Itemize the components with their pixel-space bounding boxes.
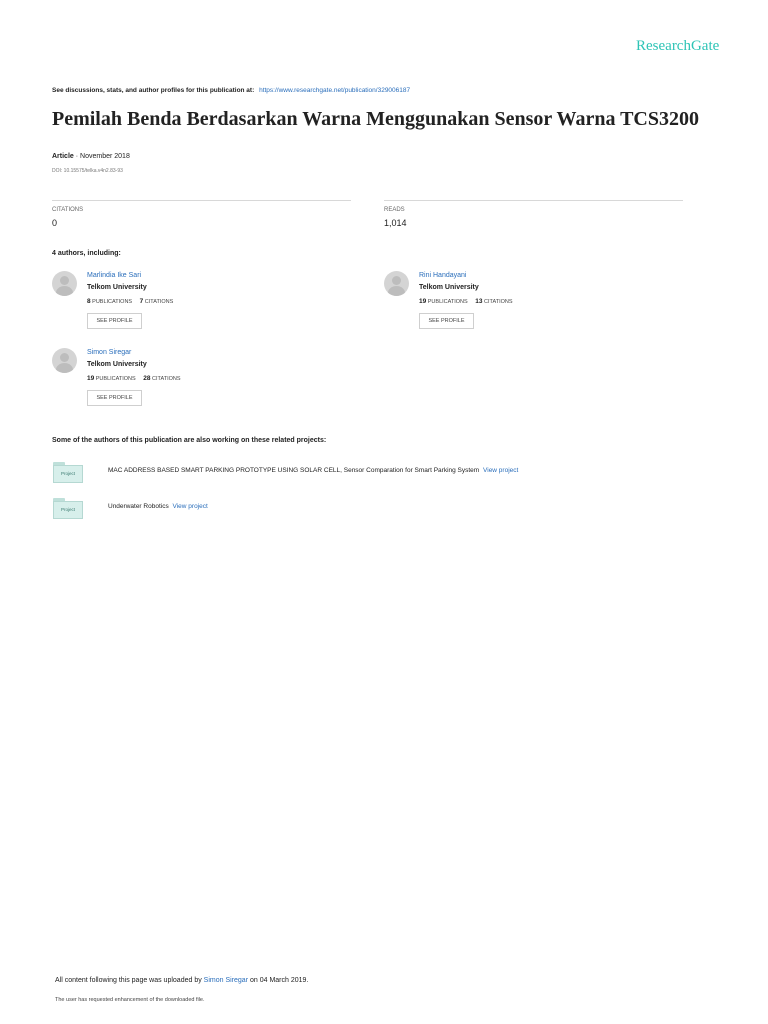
project-badge: Project [53, 465, 83, 483]
publication-meta [52, 153, 130, 160]
author-name-link[interactable]: Simon Siregar [87, 349, 132, 356]
project-text [108, 503, 208, 510]
author-publications-count: 19 [87, 375, 95, 382]
author-citations-label: CITATIONS [484, 299, 513, 305]
author-stats [419, 298, 513, 305]
project-badge: Project [53, 501, 83, 519]
see-profile-button[interactable]: SEE PROFILE [87, 313, 142, 329]
avatar-placeholder-icon[interactable] [52, 271, 77, 296]
see-profile-button[interactable]: SEE PROFILE [419, 313, 474, 329]
project-text [108, 467, 518, 474]
author-citations-count: 13 [475, 298, 483, 305]
upload-notice-prefix: All content following this page was uploaded by [55, 977, 202, 984]
discussion-notice [52, 87, 410, 94]
reads-label: READS [384, 207, 405, 213]
citations-value: 0 [52, 218, 58, 228]
author-citations-count: 7 [139, 298, 144, 305]
related-projects-heading: Some of the authors of this publication are also working on these related projects: [52, 437, 327, 444]
publication-doi[interactable]: DOI: 10.15575/telka.v4n2.83-93 [52, 168, 123, 174]
avatar-placeholder-icon[interactable] [384, 271, 409, 296]
project-folder-icon[interactable] [52, 462, 83, 483]
author-publications-label: PUBLICATIONS [427, 299, 468, 305]
author-publications-count: 19 [419, 298, 427, 305]
authors-heading: 4 authors, including: [52, 250, 121, 257]
reads-value: 1,014 [384, 218, 407, 228]
project-title: MAC ADDRESS BASED SMART PARKING PROTOTYPE USING SOLAR CELL, Sensor Comparation for Smart Parking System [108, 467, 480, 474]
discussion-notice-text: See discussions, stats, and author profiles for this publication at: [52, 87, 255, 94]
project-title: Underwater Robotics [108, 503, 169, 510]
author-citations-label: CITATIONS [152, 376, 181, 382]
author-publications-label: PUBLICATIONS [95, 376, 136, 382]
divider-reads [384, 200, 683, 201]
view-project-link[interactable]: View project [483, 467, 519, 474]
researchgate-logo[interactable]: ResearchGate [636, 38, 720, 54]
upload-notice-suffix: on 04 March 2019. [249, 977, 309, 984]
upload-notice [55, 977, 308, 984]
author-stats [87, 298, 173, 305]
author-stats [87, 375, 181, 382]
citations-label: CITATIONS [52, 207, 84, 213]
project-folder-icon[interactable] [52, 498, 83, 519]
author-name-link[interactable]: Rini Handayani [419, 272, 467, 279]
author-institution: Telkom University [87, 284, 147, 291]
author-citations-count: 28 [143, 375, 151, 382]
publication-title: Pemilah Benda Berdasarkan Warna Menggunakan Sensor Warna TCS3200 [52, 108, 699, 130]
author-name-link[interactable]: Marlindia Ike Sari [87, 272, 142, 279]
publication-date: · November 2018 [75, 153, 130, 160]
author-institution: Telkom University [419, 284, 479, 291]
uploader-link[interactable]: Simon Siregar [203, 977, 249, 984]
see-profile-button[interactable]: SEE PROFILE [87, 390, 142, 406]
avatar-placeholder-icon[interactable] [52, 348, 77, 373]
author-institution: Telkom University [87, 361, 147, 368]
divider-citations [52, 200, 351, 201]
view-project-link[interactable]: View project [172, 503, 208, 510]
author-publications-count: 8 [87, 298, 91, 305]
enhancement-note: The user has requested enhancement of the downloaded file. [55, 997, 205, 1003]
publication-url-link[interactable]: https://www.researchgate.net/publication/329006187 [259, 87, 411, 94]
author-citations-label: CITATIONS [144, 299, 174, 305]
author-publications-label: PUBLICATIONS [92, 299, 133, 305]
publication-type: Article [52, 153, 74, 160]
